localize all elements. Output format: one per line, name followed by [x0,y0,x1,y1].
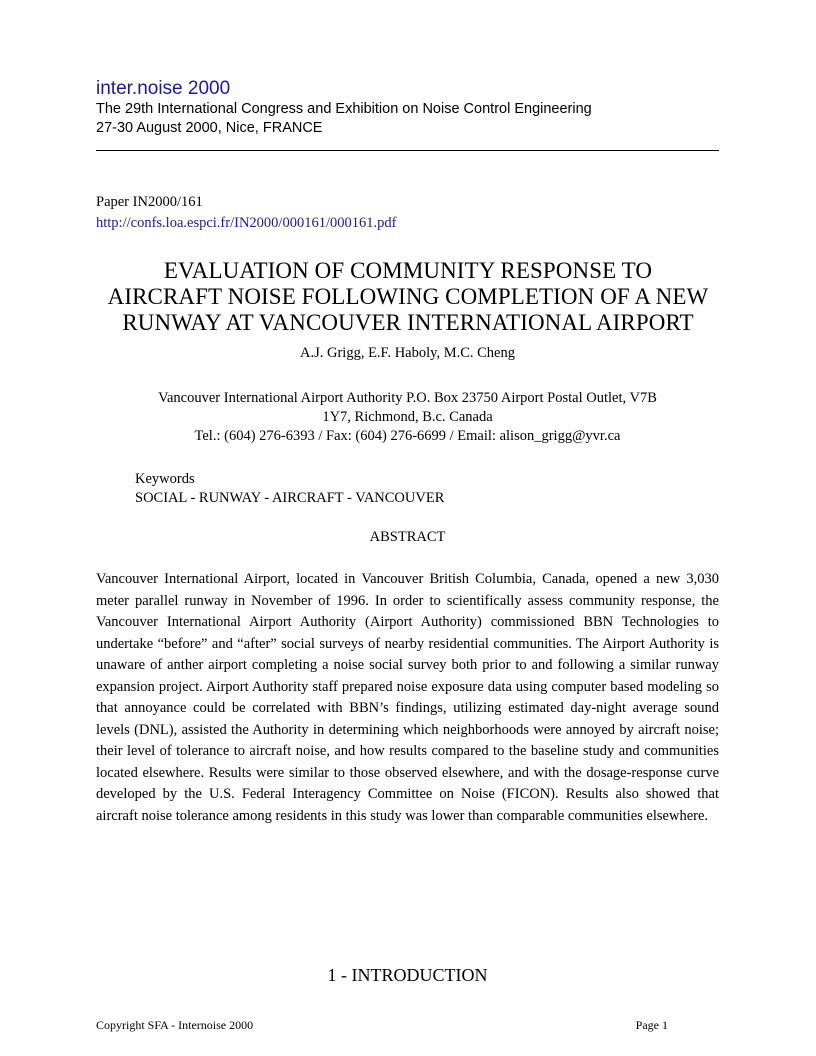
keywords: SOCIAL - RUNWAY - AIRCRAFT - VANCOUVER [135,490,445,506]
paper-title [90,258,726,336]
keywords-label: Keywords [135,471,195,487]
date-location: 27-30 August 2000, Nice, FRANCE [96,120,323,136]
paper-id: Paper IN2000/161 [96,194,203,210]
affiliation [96,389,719,446]
paper-url-link[interactable]: http://confs.loa.espci.fr/IN2000/000161/000161.pdf [96,215,397,231]
title-line-2: AIRCRAFT NOISE FOLLOWING COMPLETION OF A NEW [107,284,709,309]
affiliation-line-1: Vancouver International Airport Authority P.O. Box 23750 Airport Postal Outlet, V7B [158,390,657,406]
footer-page-number: Page 1 [635,1018,668,1032]
congress-line: The 29th International Congress and Exhibition on Noise Control Engineering [96,101,592,117]
affiliation-line-2: 1Y7, Richmond, B.c. Canada [322,409,493,425]
affiliation-line-3: Tel.: (604) 276-6393 / Fax: (604) 276-6699 / Email: alison_grigg@yvr.ca [194,428,621,444]
abstract-heading: ABSTRACT [369,529,446,545]
conference-name: inter.noise 2000 [96,78,231,99]
footer-copyright: Copyright SFA - Internoise 2000 [96,1018,254,1032]
authors: A.J. Grigg, E.F. Haboly, M.C. Cheng [300,345,515,361]
title-line-3: RUNWAY AT VANCOUVER INTERNATIONAL AIRPORT [122,310,694,335]
title-line-1: EVALUATION OF COMMUNITY RESPONSE TO [163,258,653,283]
section-heading-introduction: 1 - INTRODUCTION [327,965,488,985]
header-divider [96,150,719,151]
abstract-text: Vancouver International Airport, located in Vancouver British Columbia, Canada, opened a new 3,030 meter parallel runway in November of 1996. In order to scientifically assess community response, the Vancouver International Airport Authority (Airport Authority) commissioned BBN Technologies to undertake “before” and “after” social surveys of nearby residential communities. The Airport Authority is unaware of anther airport completing a noise social survey both prior to and following a similar runway expansion project. Airport Authority staff prepared noise exposure data using computer based modeling so that annoyance could be correlated with BBN’s findings, utilizing estimated day-night average sound levels (DNL), assisted the Authority in determining which neighborhoods were annoyed by aircraft noise; their level of tolerance to aircraft noise, and how results compared to the baseline study and communities located elsewhere. Results were similar to those observed elsewhere, and with the dosage-response curve developed by the U.S. Federal Interagency Committee on Noise (FICON). Results also showed that aircraft noise tolerance among residents in this study was lower than comparable communities elsewhere. [96,571,719,824]
